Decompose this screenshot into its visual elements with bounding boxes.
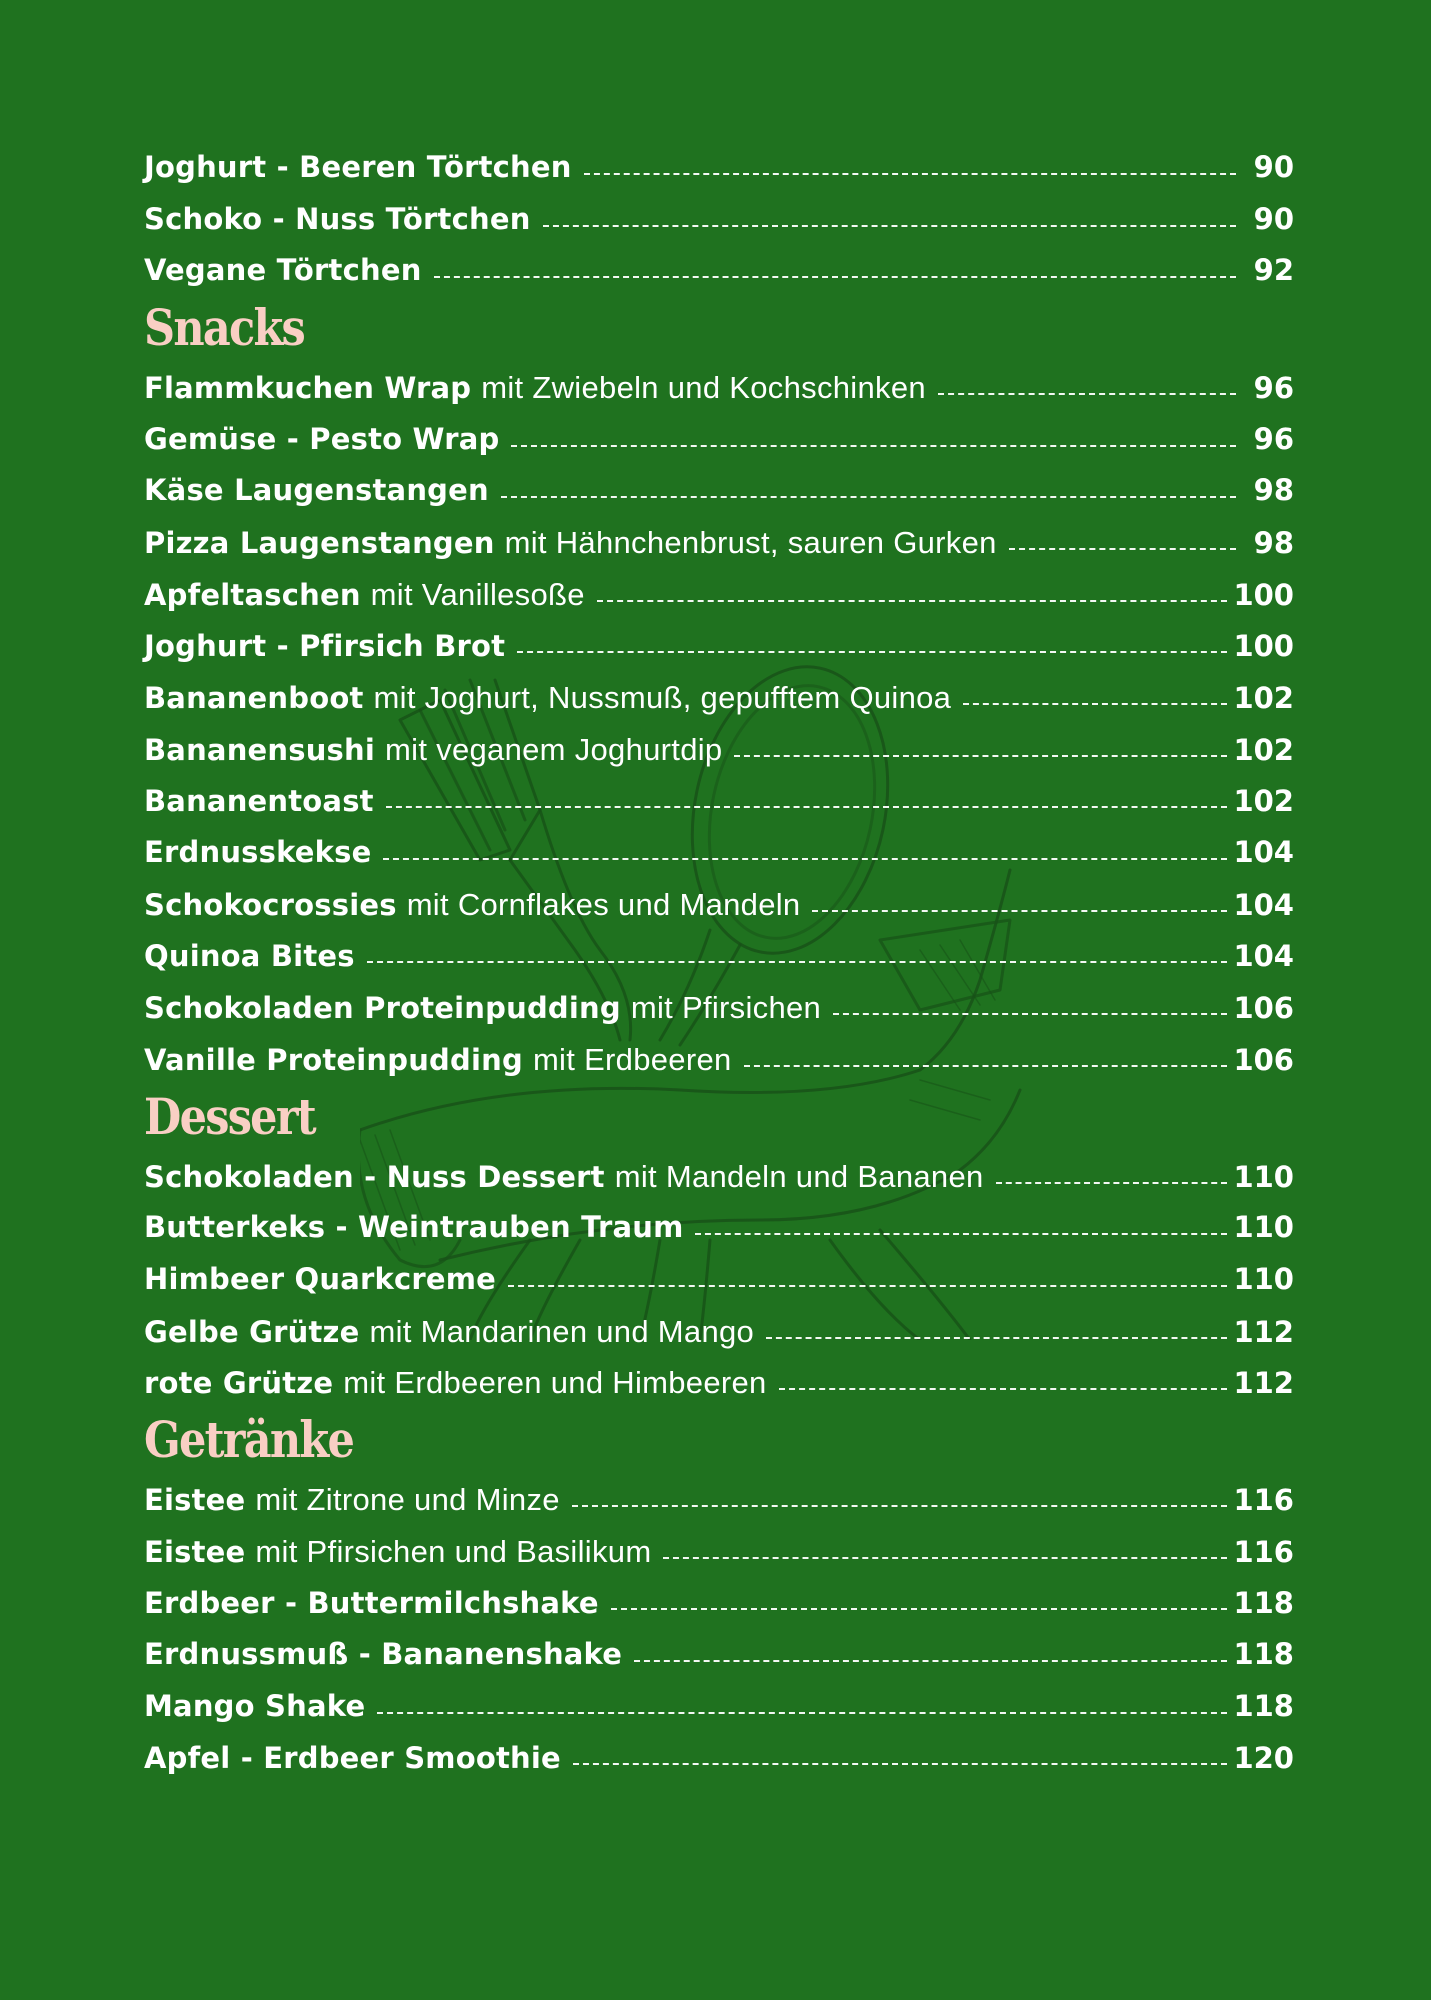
list-item[interactable] [144,1526,1294,1578]
list-item[interactable] [144,1578,1294,1630]
dotted-leader [663,1557,1227,1559]
dotted-leader [833,1013,1227,1015]
item-name: Erdnussmuß - Bananenshake [144,1637,623,1672]
list-item[interactable] [144,879,1294,931]
list-item[interactable] [144,621,1294,673]
item-name: rote Grütze [144,1366,334,1401]
item-name: Butterkeks - Weintrauben Traum [144,1210,684,1245]
dotted-leader [386,806,1228,808]
item-description: mit Vanillesoße [370,576,585,612]
page-number: 100 [1233,577,1294,612]
page-number: 118 [1233,1637,1294,1672]
item-name: Erdnusskekse [144,835,372,870]
dotted-leader [584,173,1236,175]
dotted-leader [812,910,1227,912]
item-name: Himbeer Quarkcreme [144,1262,497,1297]
dotted-leader [963,703,1227,705]
page-number: 116 [1233,1483,1294,1518]
dotted-leader [367,961,1228,963]
page-number: 110 [1233,1210,1294,1245]
item-name: Vegane Törtchen [144,253,422,288]
item-description: mit veganem Joghurtdip [385,731,723,767]
list-item[interactable] [144,827,1294,879]
page-number: 96 [1253,371,1294,406]
page-number: 102 [1233,681,1294,716]
table-of-contents [144,142,1294,1784]
list-item[interactable] [144,776,1294,828]
item-name: Bananenboot [144,681,364,716]
list-item[interactable] [144,1629,1294,1681]
section-snacks [144,297,1294,1086]
list-item[interactable] [144,245,1294,297]
list-item[interactable] [144,1202,1294,1254]
dotted-leader [517,651,1227,653]
page-number: 110 [1233,1159,1294,1194]
page-number: 90 [1253,201,1294,236]
item-description: mit Mandeln und Bananen [614,1158,984,1194]
section-heading: Snacks [144,298,305,358]
item-name: Erdbeer - Buttermilchshake [144,1585,599,1620]
item-description: mit Cornflakes und Mandeln [406,886,801,922]
page-number: 120 [1233,1740,1294,1775]
item-name: Quinoa Bites [144,938,355,973]
dotted-leader [996,1182,1228,1184]
item-name: Schoko - Nuss Törtchen [144,201,531,236]
list-item[interactable] [144,1733,1294,1785]
list-item[interactable] [144,142,1294,194]
dotted-leader [744,1065,1228,1067]
list-item[interactable] [144,1306,1294,1358]
page-number: 98 [1253,473,1294,508]
list-item[interactable] [144,362,1294,414]
item-name: Joghurt - Pfirsich Brot [144,628,506,663]
item-name: Schokoladen - Nuss Dessert [144,1159,605,1194]
dotted-leader [377,1712,1227,1714]
page-number: 104 [1233,835,1294,870]
item-name: Flammkuchen Wrap [144,371,472,406]
item-name: Eistee [144,1534,246,1569]
item-description: mit Mandarinen und Mango [369,1313,755,1349]
dotted-leader [543,225,1236,227]
list-item[interactable] [144,517,1294,569]
dotted-leader [511,445,1236,447]
page-number: 102 [1233,783,1294,818]
dotted-leader [572,1505,1228,1507]
page-number: 104 [1233,938,1294,973]
list-item[interactable] [144,672,1294,724]
dotted-leader [611,1608,1228,1610]
dotted-leader [734,755,1227,757]
item-name: Apfel - Erdbeer Smoothie [144,1740,561,1775]
list-item[interactable] [144,1474,1294,1526]
page-number: 90 [1253,150,1294,184]
item-description: mit Hähnchenbrust, sauren Gurken [504,525,997,561]
item-description: mit Zwiebeln und Kochschinken [481,370,926,406]
item-name: Gelbe Grütze [144,1314,360,1349]
section-heading: Dessert [144,1086,315,1146]
page-number: 112 [1233,1366,1294,1401]
list-item[interactable] [144,982,1294,1034]
page-number: 96 [1253,421,1294,456]
item-description: mit Zitrone und Minze [255,1482,560,1518]
page-number: 106 [1233,991,1294,1026]
item-name: Vanille Proteinpudding [144,1043,523,1077]
dotted-leader [1009,548,1236,550]
page-number: 118 [1233,1688,1294,1723]
page-number: 110 [1233,1262,1294,1297]
list-item[interactable] [144,1151,1294,1203]
item-description: mit Erdbeeren [532,1042,732,1077]
item-description: mit Pfirsichen [630,990,822,1026]
dotted-leader [573,1763,1228,1765]
item-description: mit Pfirsichen und Basilikum [255,1533,652,1569]
dotted-leader [434,276,1236,278]
item-name: Mango Shake [144,1688,366,1723]
page-number: 106 [1233,1043,1294,1077]
list-item[interactable] [144,194,1294,246]
item-description: mit Joghurt, Nussmuß, gepufftem Quinoa [373,680,952,716]
item-name: Apfeltaschen [144,577,361,612]
item-name: Schokoladen Proteinpudding [144,991,621,1026]
page-number: 92 [1253,253,1294,288]
list-item[interactable] [144,1357,1294,1409]
item-description: mit Erdbeeren und Himbeeren [343,1365,767,1401]
page-number: 104 [1233,887,1294,922]
dotted-leader [508,1285,1227,1287]
list-item[interactable] [144,724,1294,776]
dotted-leader [597,600,1228,602]
item-name: Schokocrossies [144,887,397,922]
list-item[interactable] [144,931,1294,983]
page-number: 98 [1253,526,1294,561]
dotted-leader [938,393,1236,395]
list-item[interactable] [144,414,1294,466]
list-item[interactable] [144,1681,1294,1733]
dotted-leader [501,496,1236,498]
item-name: Bananentoast [144,783,374,818]
item-name: Joghurt - Beeren Törtchen [144,150,572,184]
list-item[interactable] [144,465,1294,517]
item-name: Käse Laugenstangen [144,473,489,508]
item-name: Pizza Laugenstangen [144,526,495,561]
dotted-leader [766,1337,1227,1339]
item-name: Bananensushi [144,732,376,767]
page-number: 100 [1233,628,1294,663]
page-number: 118 [1233,1585,1294,1620]
dotted-leader [634,1660,1227,1662]
page-number: 112 [1233,1314,1294,1349]
page-number: 116 [1233,1534,1294,1569]
dotted-leader [779,1388,1228,1390]
item-name: Gemüse - Pesto Wrap [144,421,500,456]
list-item[interactable] [144,1254,1294,1306]
section-toertchen [144,142,1294,297]
dotted-leader [695,1233,1227,1235]
page-number: 102 [1233,732,1294,767]
item-name: Eistee [144,1483,246,1518]
section-getraenke [144,1409,1294,1784]
dotted-leader [383,858,1227,860]
list-item[interactable] [144,1034,1294,1086]
section-heading: Getränke [144,1410,354,1470]
list-item[interactable] [144,569,1294,621]
section-dessert [144,1086,1294,1409]
